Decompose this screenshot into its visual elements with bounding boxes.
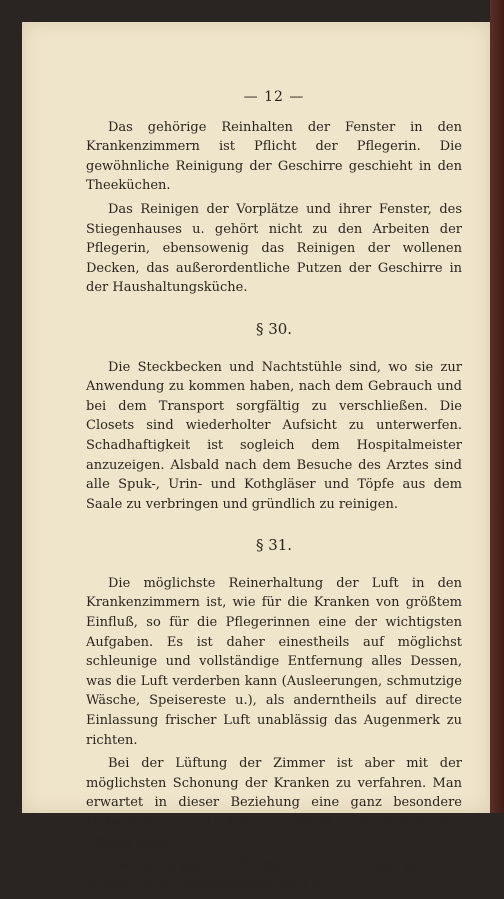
section-heading: § 31. bbox=[255, 536, 293, 555]
paragraph: Das gehörige Reinhalten der Fenster in den Krankenzimmern ist Pflicht der Pflegerin. Die gewöhnliche Reinigung der Geschirre geschieht in den Theeküchen. bbox=[86, 119, 462, 194]
book-edge bbox=[490, 0, 504, 813]
paragraph: Die Steckbecken und Nachtstühle sind, wo sie zur Anwendung zu kommen haben, nach dem Gebrauch und bei dem Transport sorgfältig zu verschließen. Die Closets sind wiederholter Aufsicht zu unterwerfen. Schadhaftigkeit ist sogleich dem Hospitalmeister anzuzeigen. Alsbald nach dem Besuche des Arztes sind alle Spuk-, Urin- und Kothgläser und Töpfe aus dem Saale zu verbringen und gründlich zu reinigen. bbox=[86, 359, 462, 512]
paragraph: Das Reinigen der Vorplätze und ihrer Fenster, des Stiegenhauses u. gehört nicht zu den Arbeiten der Pflegerin, ebensowenig das Reinigen der wollenen Decken, das außerordentliche Putzen der Geschirre in der Haushaltungsküche. bbox=[86, 201, 462, 296]
section-heading: § 30. bbox=[255, 319, 293, 338]
book-page bbox=[22, 22, 490, 893]
paragraph: Die möglichste Reinerhaltung der Luft in den Krankenzimmern ist, wie für die Kranken von größtem Einfluß, so für die Pflegerinnen eine der wichtigsten Aufgaben. Es ist daher einestheils auf möglichst schleunige und vollständige Entfernung alles Dessen, was die Luft verderben kann (Ausleerungen, schmutzige Wäsche, Speisereste u.), als anderntheils auf directe Einlassung frischer Luft unablässig das Augenmerk zu richten. bbox=[86, 575, 462, 748]
page-text bbox=[86, 88, 462, 899]
paragraph: Bei der Lüftung der Zimmer ist aber mit der möglichsten Schonung der Kranken zu verfahren. Man erwartet in dieser Beziehung eine ganz besondere Ueberlegung und Aufmerksamkeit von Seiten der Pflegerinnen. bbox=[86, 756, 462, 850]
paragraph: Räucherungen im Zimmer dürfen nur auf ärztliche Anordnungen vorgenommen werden. bbox=[86, 858, 462, 893]
page-number: — 12 — bbox=[243, 89, 305, 105]
